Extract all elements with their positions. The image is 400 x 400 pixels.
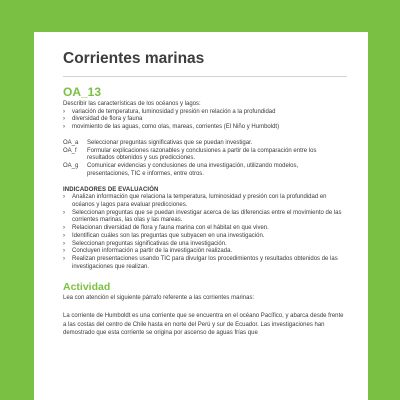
- oa-key: OA_f: [63, 147, 77, 154]
- page-title: Corrientes marinas: [63, 50, 205, 67]
- list-item: › variación de temperatura, luminosidad y presión en relación a la profundidad: [63, 108, 276, 115]
- arrow-right-icon: ›: [63, 248, 65, 255]
- list-item: › Concluyen información a partir de la investigación realizada.: [63, 248, 233, 255]
- arrow-right-icon: ›: [63, 124, 65, 131]
- list-item: › Relacionan diversidad de flora y fauna marina con el hábitat en que viven.: [63, 225, 269, 232]
- title-divider: [63, 76, 347, 77]
- oa-code: OA_13: [63, 85, 102, 99]
- arrow-right-icon: ›: [63, 240, 65, 247]
- arrow-right-icon: ›: [63, 209, 65, 216]
- list-item: › Seleccionan preguntas que se puedan investigar acerca de las diferencias entre el movimiento de las corrientes marinas, las olas y las mareas.: [63, 209, 342, 224]
- worksheet-page: [34, 32, 368, 400]
- oa-row: [63, 148, 368, 163]
- activity-intro: Lea con atención el siguiente párrafo referente a las corrientes marinas:: [63, 295, 255, 302]
- activity-title: Actividad: [63, 281, 111, 294]
- oa-intro: Describir las características de los océanos y lagos:: [63, 101, 201, 107]
- indicators-heading: INDICADORES DE EVALUACIÓN: [63, 187, 159, 194]
- arrow-right-icon: ›: [63, 255, 65, 262]
- oa-skills-list: [63, 140, 368, 179]
- list-item: › Identifican cuáles son las preguntas que subyacen en una investigación.: [63, 232, 265, 239]
- oa-row: [63, 140, 368, 148]
- oa-key: OA_a: [63, 139, 79, 146]
- list-item: › Seleccionan preguntas significativas de una investigación.: [63, 240, 227, 247]
- arrow-right-icon: ›: [63, 108, 65, 115]
- oa-text: Seleccionar preguntas significativas que se puedan investigar.: [87, 139, 253, 146]
- oa-text: Formular explicaciones razonables y conclusiones a partir de la comparación entre los resultados obtenidos y sus predicciones.: [87, 147, 317, 162]
- arrow-right-icon: ›: [63, 194, 65, 201]
- list-item: › diversidad de flora y fauna: [63, 116, 143, 123]
- arrow-right-icon: ›: [63, 232, 65, 239]
- oa-row: [63, 163, 368, 178]
- oa-text: Comunicar evidencias y conclusiones de una investigación, utilizando modelos, presentaciones, TIC e informes, entre otros.: [87, 162, 299, 177]
- list-item: › Analizan información que relaciona la temperatura, luminosidad y presión con la profundidad en océanos y lagos para evaluar predicciones.: [63, 194, 327, 209]
- oa-key: OA_g: [63, 162, 79, 169]
- activity-body: La corriente de Humboldt es una corriente que se encuentra en el océano Pacífico, y abarca desde frente a las costas del centro de Chile hasta en norte del Perú y sur de Ecuador. Las investigaciones han demostrado que esta corriente se origina por ascenso de aguas frías que: [63, 313, 344, 337]
- arrow-right-icon: ›: [63, 116, 65, 123]
- oa-bullet-list: [63, 109, 368, 132]
- list-item: › Realizan presentaciones usando TIC para divulgar los procedimientos y resultados obtenidos de las investigaciones que realizan.: [63, 255, 338, 270]
- list-item: › movimiento de las aguas, como olas, mareas, corrientes (El Niño y Humboldt): [63, 124, 280, 131]
- indicators-list: [63, 194, 368, 271]
- arrow-right-icon: ›: [63, 225, 65, 232]
